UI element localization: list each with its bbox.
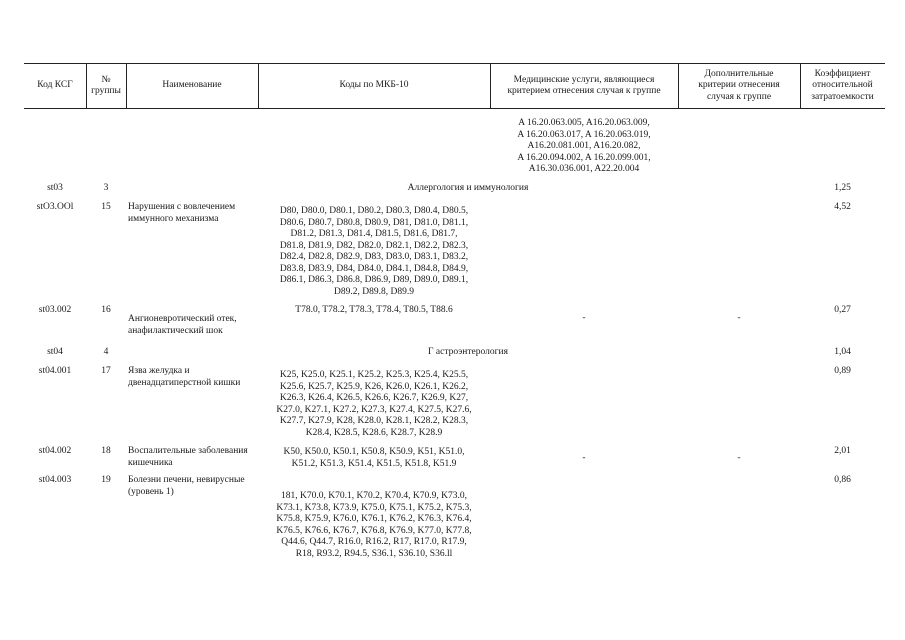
- row-mkb-codes: K25, K25.0, K25.1, K25.2, K25.3, K25.4, K25.5, K25.6, K25.7, K25.9, K26, K26.0, K26.1, K26.2, K26.3, K26.4, K26.5, K26.6, K26.7, K26.9, K27, K27.0, K27.1, K27.2, K27.3, K27.4, K27.5, K27.6, K27.7, K27.9, K28, K28.0, K28.1, K28.2, K28.3, K28.4, K28.5, K28.6, K28.7, K28.9: [276, 370, 472, 438]
- row-code: stO3.OOl: [36, 202, 74, 212]
- row-group: 15: [101, 202, 111, 212]
- carry-over-services: A 16.20.063.005, A16.20.063.009, A 16.20.063.017, A 16.20.063.019, A16.20.081.001, A16.20.082, A 16.20.094.002, A 16.20.099.001, A16.30.036.001, A22.20.004: [517, 118, 651, 174]
- row-group: 17: [101, 366, 111, 376]
- row-criteria: -: [737, 313, 741, 323]
- row-name: Нарушения с вовлечением иммунного механизма: [128, 202, 236, 224]
- row-coefficient: 0,27: [834, 305, 851, 315]
- row-code: st03.002: [38, 305, 72, 315]
- row-name: Ангионевротический отек, анафилактический шок: [128, 314, 237, 336]
- row-group: 16: [101, 305, 111, 315]
- header-medical-services: Медицинские услуги, являющиеся критерием отнесения случая к группе: [507, 74, 661, 96]
- row-code: st04.002: [38, 446, 72, 456]
- row-services: -: [582, 313, 586, 323]
- row-mkb-codes: K50, K50.0, K50.1, K50.8, K50.9, K51, K51.0, K51.2, K51.3, K51.4, K51.5, K51.8, K51.9: [283, 447, 465, 469]
- header-group-number: № группы: [91, 74, 121, 96]
- row-code: st04.003: [38, 475, 72, 485]
- row-coefficient: 0,89: [834, 366, 851, 376]
- section-title: Аллергология и иммунология: [407, 183, 529, 193]
- row-name: Язва желудка и двенадцатиперстной кишки: [128, 366, 241, 388]
- header-name: Наименование: [162, 80, 222, 91]
- row-group: 3: [103, 183, 109, 193]
- row-mkb-codes: T78.0, T78.2, T78.3, T78.4, T80.5, T88.6: [295, 305, 453, 315]
- row-group: 4: [103, 347, 109, 357]
- row-coefficient: 4,52: [834, 202, 851, 212]
- header-code-ksg: Код КСГ: [37, 80, 73, 91]
- section-title: Г астроэнтерология: [428, 347, 508, 357]
- row-criteria: -: [737, 453, 741, 463]
- row-code: st04.001: [38, 366, 72, 376]
- header-additional-criteria: Дополнительные критерии отнесения случая к группе: [698, 68, 780, 102]
- row-mkb-codes: 181, K70.0, K70.1, K70.2, K70.4, K70.9, K73.0, K73.1, K73.8, K73.9, K75.0, K75.1, K75.2, K75.3, K75.8, K75.9, K76.0, K76.1, K76.2, K76.3, K76.4, K76.5, K76.6, K76.7, K76.8, K76.9, K77.0, K77.8, Q44.6, Q44.7, R16.0, R16.2, R17, R17.0, R17.9, R18, R93.2, R94.5, S36.1, S36.10, S36.ll: [276, 491, 472, 559]
- table-header: [24, 63, 885, 109]
- row-coefficient: 1,04: [834, 347, 851, 357]
- row-code: st04: [47, 347, 63, 357]
- row-mkb-codes: D80, D80.0, D80.1, D80.2, D80.3, D80.4, D80.5, D80.6, D80.7, D80.8, D80.9, D81, D81.0, D81.1, D81.2, D81.3, D81.4, D81.5, D81.6, D81.7, D81.8, D81.9, D82, D82.0, D82.1, D82.2, D82.3, D82.4, D82.8, D82.9, D83, D83.0, D83.1, D83.2, D83.8, D83.9, D84, D84.0, D84.1, D84.8, D84.9, D86.1, D86.3, D86.8, D86.9, D89, D89.0, D89.1, D89.2, D89.8, D89.9: [279, 206, 469, 297]
- row-coefficient: 2,01: [834, 446, 851, 456]
- row-coefficient: 1,25: [834, 183, 851, 193]
- row-group: 19: [101, 475, 111, 485]
- row-group: 18: [101, 446, 111, 456]
- row-code: st03: [47, 183, 63, 193]
- row-services: -: [582, 453, 586, 463]
- header-coefficient: Коэффициент относительной затратоемкости: [811, 68, 874, 102]
- row-name: Болезни печени, невирусные (уровень 1): [128, 475, 245, 497]
- row-coefficient: 0,86: [834, 475, 851, 485]
- header-mkb-codes: Коды по МКБ-10: [339, 80, 409, 91]
- row-name: Воспалительные заболевания кишечника: [128, 446, 248, 468]
